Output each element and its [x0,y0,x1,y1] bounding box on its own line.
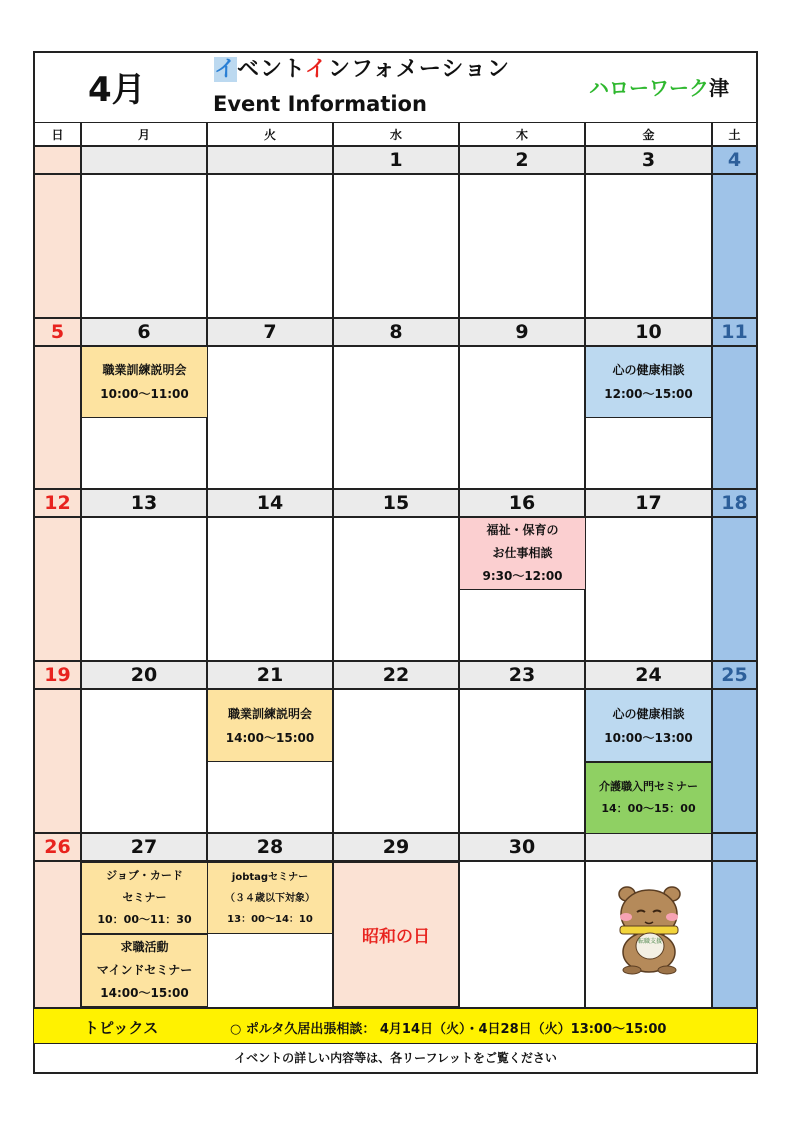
weekday-header: 金 [585,122,712,146]
weekday-header: 木 [459,122,585,146]
day-cell[interactable] [34,174,81,318]
event-title: 職業訓練説明会 [227,706,312,721]
day-number [34,146,81,174]
office-name [589,72,729,101]
event-mindset-seminar-27[interactable] [81,934,208,1007]
event-mental-health-24[interactable] [585,689,712,762]
event-mental-health-10[interactable] [585,346,712,418]
mascot-bear-image [612,880,687,975]
event-time: 12:00〜15:00 [604,387,693,401]
event-job-training-info-21[interactable] [207,689,333,762]
event-time: 9:30〜12:00 [482,569,563,583]
title-english: Event Information [213,92,427,116]
day-number: 13 [81,489,207,517]
day-number [585,833,712,861]
weekday-header: 月 [81,122,207,146]
day-number: 24 [585,661,712,689]
day-cell[interactable] [333,517,459,661]
day-cell[interactable] [459,861,585,1008]
event-title: 職業訓練説明会 [102,363,187,377]
event-job-training-info-6[interactable] [81,346,208,418]
day-number: 5 [34,318,81,346]
day-number: 27 [81,833,207,861]
event-time: 14：00〜15：00 [601,802,696,815]
event-title: 福祉・保育の [486,523,559,537]
day-cell[interactable] [34,861,81,1008]
event-title: ジョブ・カード [106,869,183,882]
day-cell[interactable] [81,689,207,833]
event-title-2: セミナー [122,891,167,904]
month-label: 4月 [88,70,146,110]
day-number [712,833,757,861]
day-number: 10 [585,318,712,346]
day-number: 2 [459,146,585,174]
day-cell[interactable] [207,346,333,489]
day-cell[interactable] [712,689,757,833]
day-cell[interactable] [333,346,459,489]
day-cell[interactable] [459,689,585,833]
day-cell[interactable] [333,689,459,833]
day-cell[interactable] [712,517,757,661]
day-cell[interactable] [81,174,207,318]
event-welfare-consult-16[interactable] [459,517,586,590]
day-number: 3 [585,146,712,174]
weekday-header: 火 [207,122,333,146]
office-name-black: 津 [709,76,729,100]
event-time: 10:00〜13:00 [604,730,693,745]
day-number: 6 [81,318,207,346]
mascot-badge-text: 転職支援 [637,938,663,945]
title-jp-part-2: ベント [237,57,305,82]
day-cell[interactable] [459,346,585,489]
day-cell[interactable] [34,346,81,489]
day-number: 28 [207,833,333,861]
event-title: 求職活動 [120,940,169,954]
day-cell[interactable] [459,174,585,318]
event-time: 10：00〜11：30 [97,913,192,926]
footer-note: イベントの詳しい内容等は、各リーフレットをご覧ください [234,1051,557,1065]
title-jp-part-3: イ [304,57,328,82]
topics-bar [34,1008,757,1044]
day-cell[interactable] [712,346,757,489]
event-title: 心の健康相談 [612,706,685,721]
event-title-2: マインドセミナー [96,963,193,977]
day-number: 14 [207,489,333,517]
day-cell[interactable] [712,861,757,1008]
weekday-header: 水 [333,122,459,146]
day-cell[interactable] [34,689,81,833]
holiday-label: 昭和の日 [362,927,430,947]
day-number: 17 [585,489,712,517]
day-number: 16 [459,489,585,517]
day-number: 25 [712,661,757,689]
title-jp-part-1: イ [214,57,238,82]
day-number: 30 [459,833,585,861]
day-number: 4 [712,146,757,174]
day-cell[interactable] [207,174,333,318]
day-number: 1 [333,146,459,174]
day-number: 26 [34,833,81,861]
event-time: 13：00〜14：10 [227,913,313,925]
title-japanese [214,52,510,83]
day-cell[interactable] [34,517,81,661]
day-number: 12 [34,489,81,517]
day-cell[interactable] [585,174,712,318]
day-cell[interactable] [585,517,712,661]
day-number: 20 [81,661,207,689]
day-number: 29 [333,833,459,861]
event-title: 心の健康相談 [612,363,685,377]
event-time: 14:00〜15:00 [100,986,189,1000]
topics-text: ○ ポルタ久居出張相談： 4月14日（火）・4日28日（火）13:00〜15:00 [230,1022,667,1037]
holiday-showa-day-29 [333,862,459,1007]
day-number: 19 [34,661,81,689]
event-time: 14:00〜15:00 [225,730,315,745]
day-number: 22 [333,661,459,689]
event-jobtag-seminar-28[interactable] [207,862,333,934]
day-number: 18 [712,489,757,517]
day-cell[interactable] [333,174,459,318]
day-number: 7 [207,318,333,346]
day-cell[interactable] [712,174,757,318]
day-number [81,146,207,174]
day-cell[interactable] [207,517,333,661]
topics-label: トピックス [84,1019,159,1037]
day-number: 15 [333,489,459,517]
day-number: 9 [459,318,585,346]
weekday-header: 土 [712,122,757,146]
day-number [207,146,333,174]
event-title: jobtagセミナー [231,871,309,883]
day-number: 11 [712,318,757,346]
day-number: 23 [459,661,585,689]
day-number: 8 [333,318,459,346]
event-title-2: お仕事相談 [492,546,553,560]
day-number: 21 [207,661,333,689]
title-jp-part-4: ンフォメーション [327,57,510,82]
event-time: 10:00〜11:00 [100,387,189,401]
weekday-header: 日 [34,122,81,146]
event-title: 介護職入門セミナー [599,780,698,793]
office-name-green: ハローワーク [589,76,709,100]
event-title-2: （３４歳以下対象） [225,892,315,904]
event-job-card-seminar-27[interactable] [81,862,208,934]
event-care-seminar-24[interactable] [585,762,712,834]
day-cell[interactable] [81,517,207,661]
